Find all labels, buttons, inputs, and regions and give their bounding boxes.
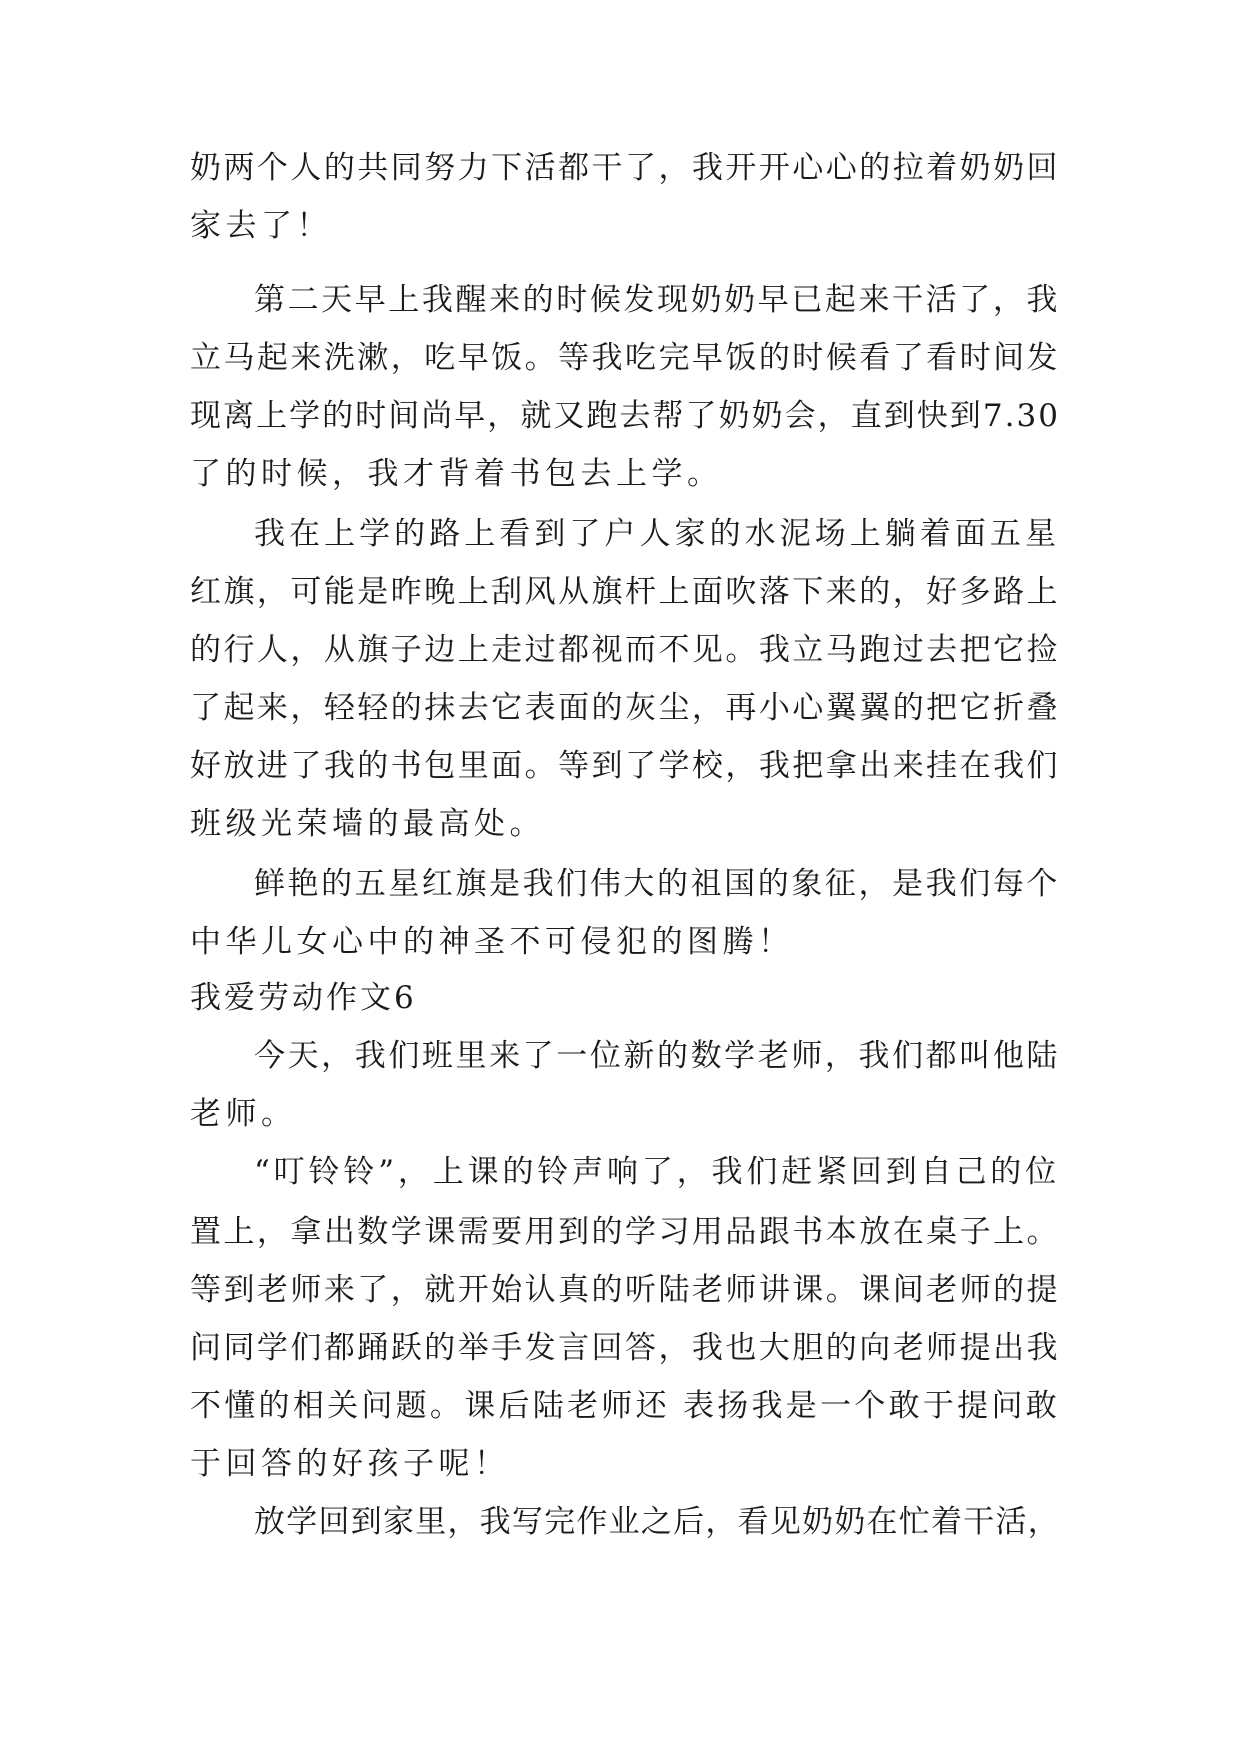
text-line: 问同学们都踊跃的举手发言回答，我也大胆的向老师提出我 <box>190 1330 1060 1366</box>
text-line: 中华儿女心中的神圣不可侵犯的图腾！ <box>190 924 794 960</box>
section-title: 我爱劳动作文6 <box>190 980 417 1016</box>
paragraph-start: 我在上学的路上看到了户人家的水泥场上躺着面五星 <box>254 516 1060 552</box>
paragraph-start: 第二天早上我醒来的时候发现奶奶早已起来干活了，我 <box>254 282 1060 318</box>
text-line: 于回答的好孩子呢！ <box>190 1446 510 1482</box>
text-line: 奶两个人的共同努力下活都干了，我开开心心的拉着奶奶回 <box>190 150 1060 186</box>
text-line: 了的时候，我才背着书包去上学。 <box>190 456 723 492</box>
text-line: 红旗，可能是昨晚上刮风从旗杆上面吹落下来的，好多路上 <box>190 574 1060 610</box>
text-line: 好放进了我的书包里面。等到了学校，我把拿出来挂在我们 <box>190 748 1060 784</box>
text-line: 班级光荣墙的最高处。 <box>190 806 545 842</box>
text-line: 的行人，从旗子边上走过都视而不见。我立马跑过去把它捡 <box>190 632 1060 668</box>
text-line: 置上，拿出数学课需要用到的学习用品跟书本放在桌子上。 <box>190 1214 1060 1250</box>
text-line: 等到老师来了，就开始认真的听陆老师讲课。课间老师的提 <box>190 1272 1060 1308</box>
paragraph-start: 今天，我们班里来了一位新的数学老师，我们都叫他陆 <box>254 1038 1060 1074</box>
text-line: 家去了！ <box>190 208 332 244</box>
text-line: 立马起来洗漱，吃早饭。等我吃完早饭的时候看了看时间发 <box>190 340 1060 376</box>
text-line: 了起来，轻轻的抹去它表面的灰尘，再小心翼翼的把它折叠 <box>190 690 1060 726</box>
paragraph-start: 放学回到家里，我写完作业之后，看见奶奶在忙着干活， <box>254 1504 1060 1540</box>
text-line: 现离上学的时间尚早，就又跑去帮了奶奶会，直到快到7.30 <box>190 398 1060 434</box>
paragraph-start: “叮铃铃”，上课的铃声响了，我们赶紧回到自己的位 <box>254 1154 1060 1190</box>
paragraph-start: 鲜艳的五星红旗是我们伟大的祖国的象征，是我们每个 <box>254 866 1060 902</box>
text-line: 不懂的相关问题。课后陆老师还 表扬我是一个敢于提问敢 <box>190 1388 1060 1424</box>
text-line: 老师。 <box>190 1096 297 1132</box>
